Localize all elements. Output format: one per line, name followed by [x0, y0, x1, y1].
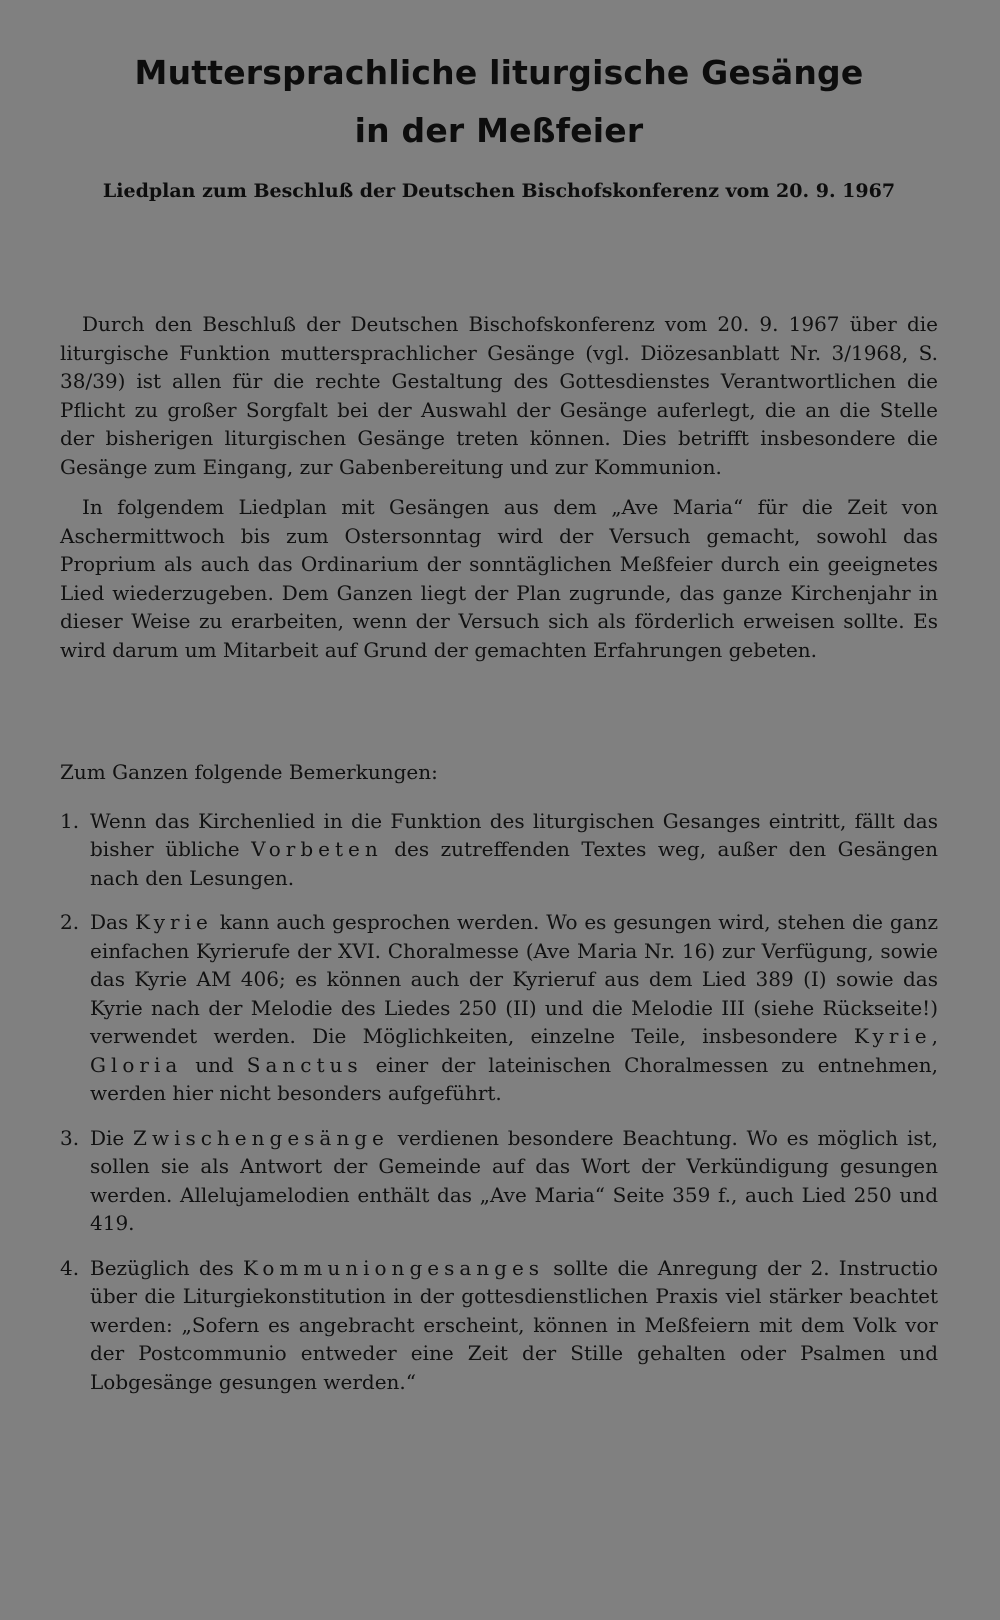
- spaced-term: Kommuniongesanges: [242, 1255, 545, 1280]
- remark-text: Das: [90, 910, 136, 934]
- remark-item-1: [60, 807, 938, 893]
- intro-paragraph-1: Durch den Beschluß der Deutschen Bischofskonferenz vom 20. 9. 1967 über die liturgische Funktion muttersprachlicher Gesänge (vgl. Diözesanblatt Nr. 3/1968, S. 38/39) ist allen für die rechte Gestaltung des Gottesdienstes Verantwortlichen die Pflicht zu großer Sorgfalt bei der Auswahl der Gesänge auferlegt, die an die Stelle der bisherigen liturgischen Gesänge treten können. Dies betrifft insbesondere die Gesänge zum Eingang, zur Gabenbereitung und zur Kommunion.: [60, 312, 938, 479]
- remark-text: kann auch gesprochen werden. Wo es gesungen wird, stehen die ganz einfachen Kyrierufe der XVI. Choralmesse (Ave Maria Nr. 16) zur Verfügung, sowie das Kyrie AM 406; es können auch der Kyrieruf aus dem Lied 389 (I) sowie das Kyrie nach der Melodie des Liedes 250 (II) und die Melodie III (siehe Rückseite!) verwendet werden. Die Möglichkeiten, einzelne Teile, insbesondere: [90, 910, 938, 1048]
- title-line-2: in der Meßfeier: [354, 111, 644, 150]
- remark-text: Bezüglich des: [90, 1255, 243, 1280]
- intro-paragraph-2: In folgendem Liedplan mit Gesängen aus dem „Ave Maria“ für die Zeit von Aschermittwoch bis zum Ostersonntag wird der Versuch gemacht, sowohl das Proprium als auch das Ordinarium der sonntäglichen Meßfeier durch ein geeignetes Lied wiederzugeben. Dem Ganzen liegt der Plan zugrunde, das ganze Kirchenjahr in dieser Weise zu erarbeiten, wenn der Versuch sich als förderlich erweisen sollte. Es wird darum um Mitarbeit auf Grund der gemachten Erfahrungen gebeten.: [60, 495, 938, 662]
- remark-item-2: [60, 908, 938, 1108]
- remark-text: Die: [90, 1125, 134, 1150]
- remark-text: Wenn das Kirchenlied in die Funktion des liturgischen Gesanges eintritt, fällt das bisher übliche: [90, 808, 938, 861]
- title-line-1: Muttersprachliche liturgische Gesänge: [134, 53, 864, 92]
- remark-number: 4.: [60, 1255, 80, 1280]
- remark-number: 1.: [60, 808, 80, 833]
- remark-text: sollte die Anregung der 2. Instructio über die Liturgiekonstitution in der gottesdienstlichen Praxis viel stärker beachtet werden: „Sofern es angebracht erscheint, können in Meßfeiern mit dem Volk vor der Postcommunio entweder eine Zeit der Stille gehalten oder Psalmen und Lobgesänge gesungen werden.“: [90, 1255, 938, 1394]
- remark-text: verdienen besondere Beachtung. Wo es möglich ist, sollen sie als Antwort der Gemeinde auf das Wort der Verkündigung gesungen werden. Allelujamelodien enthält das „Ave Maria“ Seite 359 f., auch Lied 250 und 419.: [90, 1125, 939, 1235]
- remark-number: 3.: [60, 1125, 80, 1150]
- remark-number: 2.: [60, 910, 80, 934]
- spaced-term: Kyrie: [135, 910, 213, 934]
- remark-item-3: [60, 1124, 938, 1238]
- remark-text: einer der lateinischen Choralmessen zu entnehmen, werden hier nicht besonders aufgeführt.: [90, 1052, 938, 1105]
- spaced-term: Sanctus: [246, 1052, 363, 1077]
- document-page: [0, 44, 1000, 1620]
- spaced-term: Vorbeten: [251, 837, 383, 861]
- remark-text: ,: [931, 1024, 938, 1048]
- spaced-term: Zwischengesänge: [133, 1125, 389, 1150]
- page-title: [60, 44, 938, 160]
- remark-text: des zutreffenden Textes weg, außer den Gesängen nach den Lesungen.: [90, 837, 938, 890]
- remarks-list: [60, 807, 938, 1397]
- spaced-term: Gloria: [90, 1052, 183, 1077]
- remark-item-4: [60, 1254, 938, 1397]
- remarks-heading: Zum Ganzen folgende Bemerkungen:: [60, 760, 438, 784]
- remark-text: und: [182, 1052, 247, 1077]
- page-subtitle: Liedplan zum Beschluß der Deutschen Bischofskonferenz vom 20. 9. 1967: [102, 180, 896, 202]
- spaced-term: Kyrie: [853, 1024, 932, 1048]
